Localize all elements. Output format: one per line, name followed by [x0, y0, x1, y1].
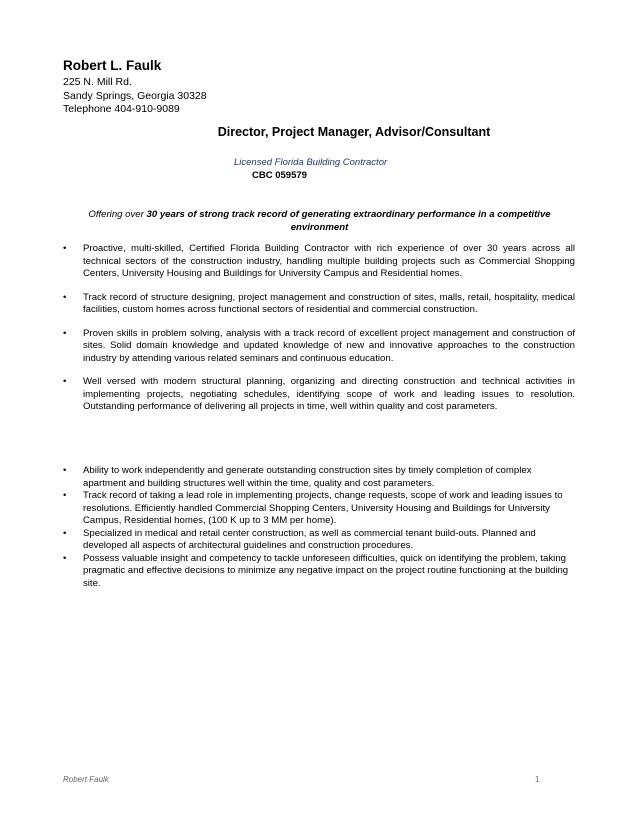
bullet-icon: • — [63, 490, 67, 501]
list-item — [63, 328, 575, 366]
address-line-1: 225 N. Mill Rd. — [63, 76, 132, 88]
list-item-text: Well versed with modern structural planning, organizing and directing construction and technical activities in implementing projects, negotiating schedules, identifying scope of work and leading issues to resolution. Outstanding performance of delivering all projects in time, well within quality and cost parameters. — [83, 376, 575, 412]
bullet-list-secondary — [63, 465, 575, 590]
headline: Director, Project Manager, Advisor/Consultant — [217, 125, 491, 139]
list-item-text: Possess valuable insight and competency to tackle unforeseen difficulties, quick on identifying the problem, taking pragmatic and effective decisions to minimize any negative impact on the project routine functioning at the building site. — [83, 552, 569, 589]
bullet-icon: • — [63, 327, 67, 339]
list-item-text: Proven skills in problem solving, analysis with a track record of excellent project management and construction of sites. Solid domain knowledge and updated knowledge of new and innovative approaches to the construction industry by attending various related seminars and continuous education. — [83, 327, 575, 364]
list-item — [63, 490, 575, 528]
bullet-icon: • — [63, 552, 67, 564]
list-item — [63, 528, 575, 553]
list-item — [63, 553, 575, 591]
license-number: CBC 059579 — [252, 170, 307, 181]
list-item-text: Ability to work independently and generate outstanding construction sites by timely completion of complex apartment and building structures well within the time, quality and cost parameters. — [83, 465, 532, 489]
bullet-icon: • — [63, 291, 67, 303]
license-label: Licensed Florida Building Contractor — [234, 157, 388, 168]
footer-author: Robert Faulk — [63, 775, 109, 784]
list-item — [63, 292, 575, 317]
bullet-icon: • — [63, 465, 67, 476]
bullet-list-primary — [63, 243, 575, 414]
summary-highlight: 30 years of strong track record of generating extraordinary performance in a competitive environment — [146, 209, 551, 233]
list-item — [63, 243, 575, 281]
address-line-2: Sandy Springs, Georgia 30328 — [63, 89, 207, 102]
list-item-text: Proactive, multi-skilled, Certified Florida Building Contractor with rich experience of over 30 years across all technical sectors of the construction industry, handling multiple building projects such as Commercial Shopping Centers, University Housing and Buildings for University Campus and Residential homes. — [83, 243, 575, 279]
telephone: Telephone 404-910-9089 — [63, 103, 180, 115]
bullet-icon: • — [63, 243, 67, 254]
summary-statement — [63, 209, 576, 234]
bullet-icon: • — [63, 527, 67, 539]
list-item-text: Track record of taking a lead role in implementing projects, change requests, scope of work and leading issues to resolutions. Efficiently handled Commercial Shopping Centers, University Housing and Buildings for University Campus, Residential homes, (100 K up to 3 MM per home). — [83, 490, 563, 526]
candidate-name: Robert L. Faulk — [63, 58, 162, 73]
list-item-text: Specialized in medical and retail center construction, as well as commercial tenant build-outs. Planned and developed all aspects of architectural guidelines and construction procedures. — [83, 527, 536, 551]
bullet-icon: • — [63, 376, 67, 387]
list-item-text: Track record of structure designing, project management and construction of sites, malls, retail, hospitality, medical facilities, custom homes across functional sectors of residential and commercial construction. — [83, 291, 575, 315]
list-item — [63, 465, 575, 490]
headline-container — [0, 125, 638, 139]
summary-prefix: Offering over — [88, 209, 147, 220]
list-item — [63, 376, 575, 414]
page-number: 1 — [535, 775, 540, 784]
contact-block — [63, 76, 207, 117]
